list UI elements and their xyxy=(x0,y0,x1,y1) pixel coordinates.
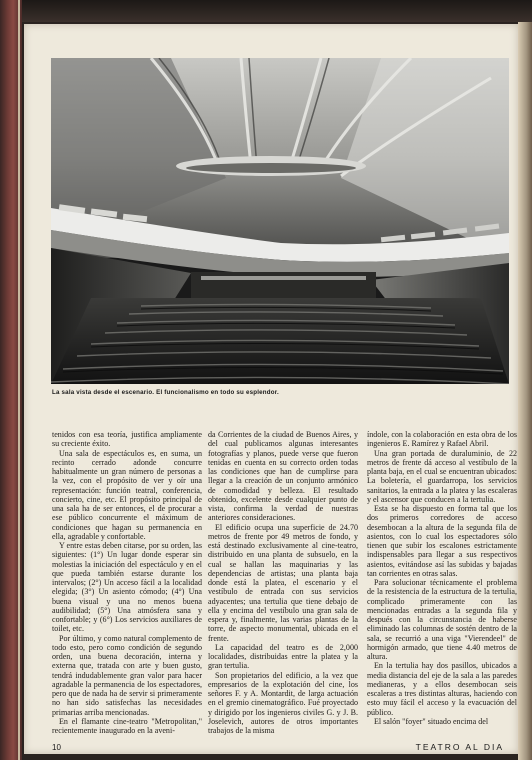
running-title: TEATRO AL DIA xyxy=(415,742,504,752)
paragraph: Una sala de espectáculos es, en suma, un recinto cerrado adonde concurre habitualmente un gran número de personas a la vez, con el propósito de ver y oír una representación: función teatral, conferencia, concierto, cine, etc. El propósito principal de una sala ha de ser entonces, el de procurar a ese público concurrente el máximum de condiciones que hagan su permanencia en ella, agradable y confortable. xyxy=(52,448,202,541)
page-top-edge xyxy=(22,0,532,22)
page-number: 10 xyxy=(52,743,61,752)
text-column-2 xyxy=(208,430,358,735)
paragraph: Son propietarios del edificio, a la vez que empresarios de la explotación del cine, los señores F. y A. Montardit, de larga actuación en el gremio cinematográfico. Fué proyectado y dirigido por los ingenieros civiles G. y J. B. Joselevich, autores de otros importantes trabajos de la misma xyxy=(208,670,358,735)
paragraph: índole, con la colaboración en esta obra de los ingenieros E. Ramírez y Rafael Abril. xyxy=(367,430,517,449)
paragraph: da Corrientes de la ciudad de Buenos Aires, y del cual publicamos algunas interesantes fotografías y planos, puede verse que fueron tenidas en cuenta en su correcto orden todas las condiciones que han de cumplirse para llegar a la creación de un conjunto armónico de comodidad y belleza. El resultado obtenido, excelente desde cualquier punto de vista, confirma la verdad de nuestras anteriores consideraciones. xyxy=(208,430,358,523)
paragraph: En el flamante cine-teatro "Metropolitan," recientemente inaugurado en la aveni- xyxy=(52,716,202,735)
paragraph: tenidos con esa teoría, justifica ampliamente su creciente éxito. xyxy=(52,430,202,449)
paragraph: El salón "foyer" situado encima del xyxy=(374,716,489,726)
text-column-1 xyxy=(52,430,202,735)
magazine-page xyxy=(24,24,518,754)
paragraph: En la tertulia hay dos pasillos, ubicados a media distancia del eje de la sala a las paredes medianeras, y a ellos desembocan seis escaleras a tres distintas alturas, haciendo con esto muy fácil el acceso y la evacuación del público. xyxy=(367,661,517,717)
book-binding xyxy=(0,0,22,760)
theater-interior-photo xyxy=(51,58,509,384)
text-column-3 xyxy=(367,430,517,726)
photo-caption: La sala vista desde el escenario. El funcionalismo en todo su esplendor. xyxy=(52,389,279,396)
paragraph: Por último, y como natural complemento de todo esto, pero como condición de segundo orden, una buena decoración, interna y externa que, tratada con arte y buen gusto, tendrá indudablemente gran valor para hacer agradable la permanencia de los espectadores, pero que de nada ha de servir si primeramente no han sido satisfechas las necesidades primarias arriba mencionadas. xyxy=(52,633,202,717)
page-stack-edge xyxy=(518,22,532,760)
paragraph: Esta se ha dispuesto en forma tal que los dos primeros corredores de acceso desembocan a la altura de la segunda fila de asientos, con lo cual los espectadores sólo tienen que subir los escalones estrictamente indispensables para llegar a sus respectivos asientos, evitándose así las subidas y bajadas tan corrientes en otras salas. xyxy=(367,504,517,578)
paragraph: Una gran portada de duraluminio, de 22 metros de frente dá acceso al vestíbulo de la planta baja, en el cual se encuentran ubicados: La boletería, el guardarropa, los servicios sanitarios, la entrada a la platea y las escaleras y el ascensor que conducen a la tertulia. xyxy=(367,448,517,504)
paragraph: La capacidad del teatro es de 2,000 localidades, distribuidas entre la platea y la gran tertulia. xyxy=(208,642,358,671)
paragraph: Para solucionar técnicamente el problema de la resistencia de la estructura de la tertulia, complicado primeramente con las mencionadas entradas a la segunda fila y después con la circunstancia de haberse eliminado las columnas de sostén dentro de la sala, se recurrió a una viga "Vierendeel" de hormigón armado, que tiene 4.40 metros de altura. xyxy=(367,578,517,661)
theater-photo-illustration xyxy=(51,58,509,384)
paragraph: El edificio ocupa una superficie de 24.70 metros de frente por 49 metros de fondo, y está destinado exclusivamente al cine-teatro, distribuido en una planta de subsuelo, en la cual se hallan las maquinarias y las dependencias de artistas; una planta baja donde está la platea, el escenario y el vestíbulo de entrada con sus servicios adyacentes; una tertulia que tiene debajo de ella y encima del vestíbulo una gran sala de espera y, finalmente, las varias plantas de la torre, de aspecto monumental, ubicada en el frente. xyxy=(208,522,358,643)
paragraph: Y entre estas deben citarse, por su orden, las siguientes: (1°) Un lugar donde esperar sin molestias la iniciación del espectáculo y en el que pueda también estarse durante los intervalos; (2°) Un acceso fácil a la localidad elegida; (3°) Un asiento cómodo; (4°) Una buena visual y una no menos buena audibilidad; (5°) Una atmósfera sana y confortable; y (6°) Los servicios auxiliares de toilet, etc. xyxy=(52,541,202,634)
